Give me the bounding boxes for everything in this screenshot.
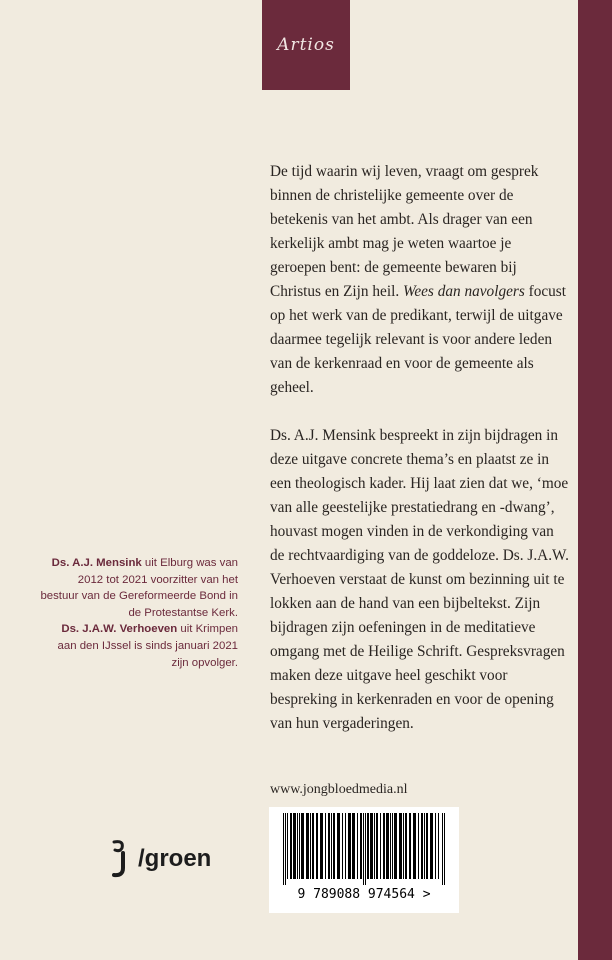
isbn-barcode: [269, 807, 459, 913]
author-1-text: uit Elburg was van 2012 tot 2021 voorzitter van het bestuur van de Gereformeerde Bond in de Protestantse Kerk.: [40, 557, 238, 619]
publisher-logo: [106, 840, 211, 878]
blurb-paragraph-2: Ds. A.J. Mensink bespreekt in zijn bijdragen in deze uitgave concrete thema’s en plaatst ze in een theologisch kader. Hij laat zien dat we, ‘moe van alle geestelijke prestatiedrang en -dwang’, houvast mogen vinden in de verkondiging van de rechtvaardiging van de goddeloze. Ds. J.A.W. Verhoeven verstaat de kunst om bezinning uit te lokken aan de hand van een bijbeltekst. Zijn bijdragen zijn oefeningen in de meditatieve omgang met de Heilige Schrift. Gespreksvragen maken deze uitgave heel geschikt voor bespreking in kerkenraden en voor de opening van hun vergaderingen.: [270, 427, 569, 732]
author-1-bio: [40, 555, 238, 621]
series-logo: Artios: [277, 35, 335, 55]
blurb-paragraph-1: [270, 160, 570, 400]
publisher-name: /groen: [138, 845, 212, 872]
blurb-p1-start: De tijd waarin wij leven, vraagt om gesprek binnen de christelijke gemeente over de betekenis van het ambt. Als drager van een kerkelijk ambt mag je weten waartoe je geroepen bent: de gemeente bewaren bij Christus en Zijn heil.: [270, 163, 539, 300]
author-2-bio: [40, 621, 238, 671]
jongbloed-j-icon: [106, 840, 134, 878]
isbn-digits: 9 789088 974564 >: [297, 887, 431, 902]
author-1-name: Ds. A.J. Mensink: [51, 557, 142, 569]
series-tab: [262, 0, 350, 90]
back-cover-blurb: [270, 160, 570, 760]
barcode-bars: [281, 813, 447, 885]
book-title: Wees dan navolgers: [403, 283, 525, 300]
publisher-website: www.jongbloedmedia.nl: [270, 782, 408, 797]
blurb-p1-end: focust op het werk van de predikant, terwijl de uitgave daarmee tegelijk relevant is voor andere leden van de kerkenraad en voor de gemeente als geheel.: [270, 283, 567, 396]
author-2-text: uit Krimpen aan den IJssel is sinds januari 2021 zijn opvolger.: [57, 623, 238, 669]
author-bio: [40, 555, 238, 671]
book-spine: [578, 0, 612, 960]
author-2-name: Ds. J.A.W. Verhoeven: [61, 623, 178, 636]
